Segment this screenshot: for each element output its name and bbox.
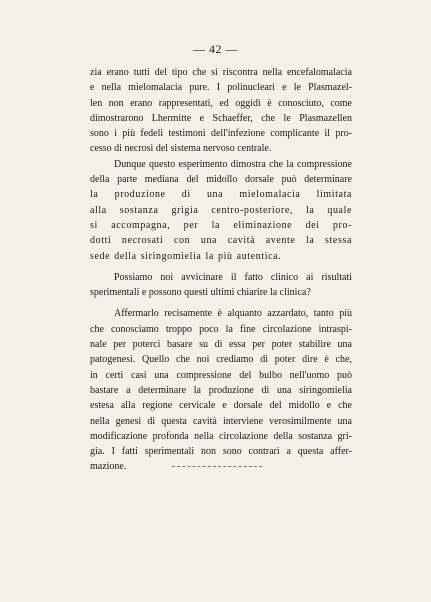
text-line: bastare a determinare la produzione di una siringomielia [90, 384, 352, 396]
text-line: Dunque questo esperimento dimostra che la compressione [114, 158, 352, 170]
text-line: dimostrarono Lhermitte e Schaeffer, che le Plasmazellen [90, 112, 352, 124]
text-line: len non erano rappresentati, ed oggidì è conosciuto, come [90, 97, 352, 109]
text-line: mazione. [90, 461, 127, 473]
emphasized-text-line: alla sostanza grigia centro-posteriore, la quale [90, 204, 352, 216]
text-line: modificazione profonda nella circolazione della sostanza gri- [90, 430, 352, 442]
body-text [90, 65, 352, 475]
text-line: della parte mediana del midollo dorsale può determinare [90, 174, 352, 186]
text-line: e nella mielomalacia pure. I polinucleari e le Plasmazel- [90, 82, 352, 94]
emphasized-text-line: sede della siringomielia la più autentica. [90, 250, 282, 262]
emphasized-text-line: la produzione di una mielomalacia limitata [90, 189, 352, 201]
text-line: cesso di necrosi del sistema nervoso centrale. [90, 143, 272, 155]
page-number: — 42 — [193, 42, 238, 56]
emphasized-text-line: si accompagna, per la eliminazione dei pro- [90, 219, 352, 231]
text-line: Possiamo noi avvicinare il fatto clinico ai risultati [114, 271, 352, 283]
text-line: nale per poterci basare su di essa per poter stabilire una [90, 339, 352, 351]
text-line: in certi casi una compressione del bulbo nell'uomo può [90, 369, 352, 381]
text-line: estesa alla regione cervicale e dorsale del midollo e che [90, 400, 352, 412]
text-line: sono i più fedeli testimoni dell'infezione complicante il pro- [90, 128, 352, 140]
text-line: nella genesi di questa cavità interviene verosimilmente una [90, 415, 352, 427]
text-line: patogenesi. Quello che noi crediamo di poter dire è che, [90, 354, 352, 366]
text-line: Affermarlo recisamente è alquanto azzardato, tanto più [114, 308, 352, 320]
text-line: che conosciamo troppo poco la fine circolazione intraspi- [90, 323, 352, 335]
text-line: gia. I fatti sperimentali non sono contrari a questa affer- [90, 446, 352, 458]
text-line: sperimentali e possono questi ultimi chiarire la clinica? [90, 287, 311, 299]
emphasized-text-line: dotti necrosati con una cavità avente la stessa [90, 235, 352, 247]
text-line: zia erano tutti del tipo che si riscontra nella encefalomalacia [90, 67, 352, 78]
section-divider [172, 466, 262, 467]
